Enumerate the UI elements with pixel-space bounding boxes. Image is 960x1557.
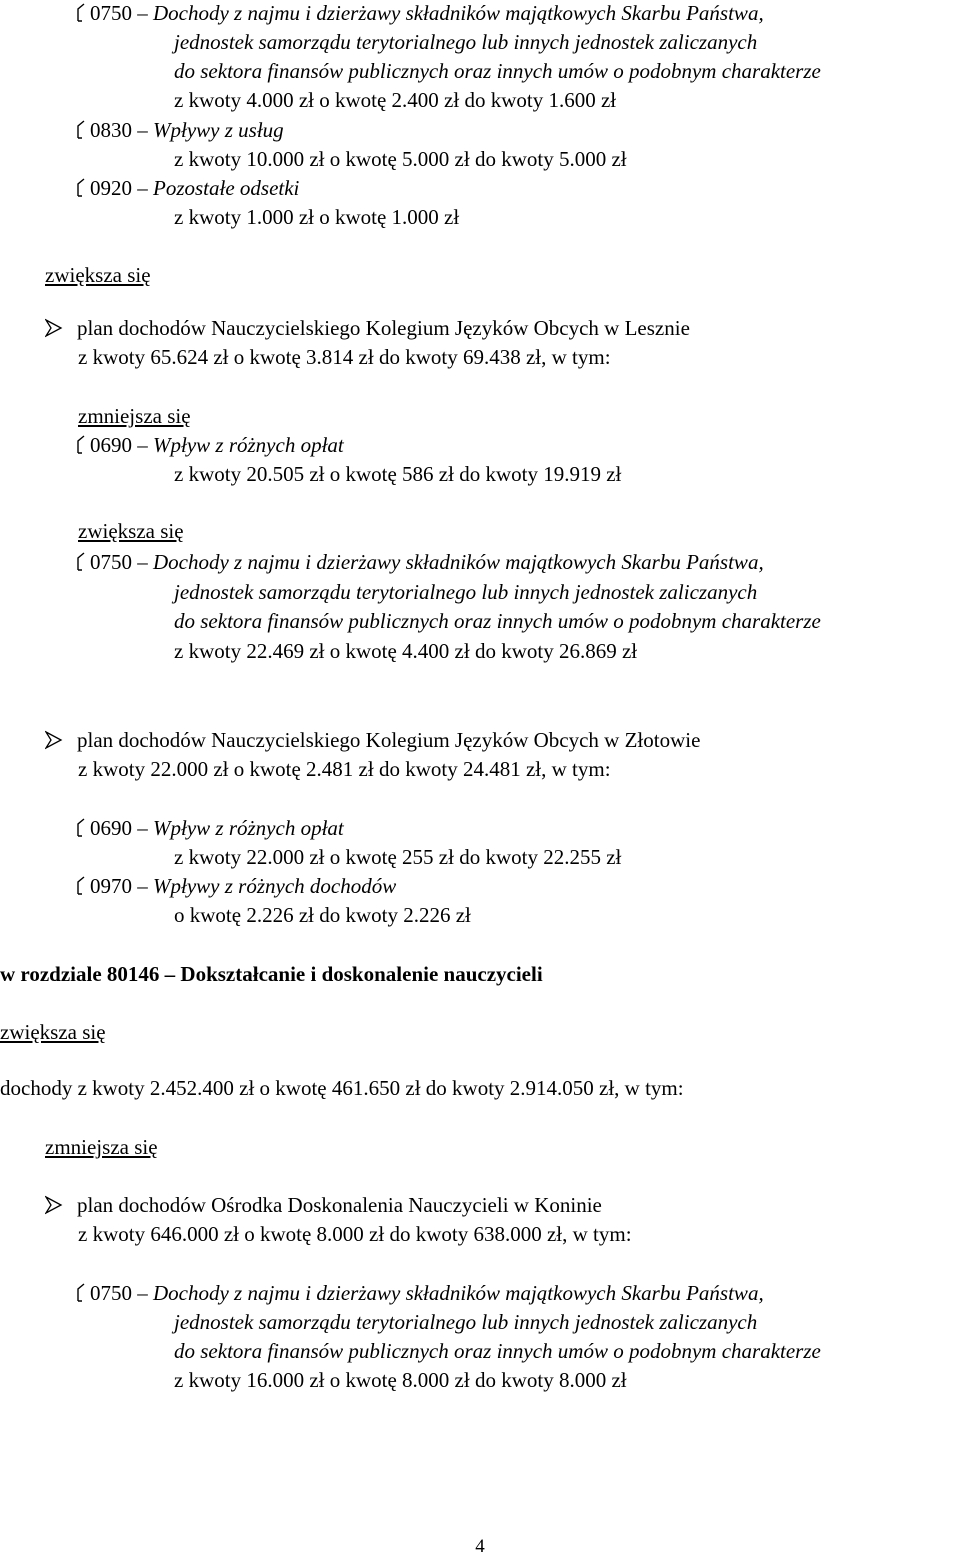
entry-amount: z kwoty 16.000 zł o kwotę 8.000 zł do kwoty 8.000 zł (174, 1368, 627, 1392)
entry-amount: z kwoty 22.000 zł o kwotę 255 zł do kwoty 22.255 zł (174, 845, 622, 869)
plan-title: plan dochodów Ośrodka Doskonalenia Nauczycieli w Koninie (77, 1193, 602, 1217)
entry-name-cont: do sektora finansów publicznych oraz innych umów o podobnym charakterze (174, 609, 821, 633)
arrowhead-bullet-icon (45, 1195, 63, 1215)
heading-increase: zwiększa się (0, 1020, 106, 1044)
entry-name-cont: jednostek samorządu terytorialnego lub innych jednostek zaliczanych (174, 30, 758, 54)
entry-code: 0970 (90, 874, 132, 898)
entry-dash: – (137, 176, 148, 200)
entry-code: 0830 (90, 118, 132, 142)
entry-name: Wpływy z różnych dochodów (153, 874, 397, 898)
entry-name-cont: do sektora finansów publicznych oraz innych umów o podobnym charakterze (174, 59, 821, 83)
entry-amount: z kwoty 10.000 zł o kwotę 5.000 zł do kwoty 5.000 zł (174, 147, 627, 171)
plan-amount: z kwoty 22.000 zł o kwotę 2.481 zł do kwoty 24.481 zł, w tym: (78, 757, 611, 781)
entry-line (76, 815, 344, 841)
entry-name: Dochody z najmu i dzierżawy składników majątkowych Skarbu Państwa, (153, 550, 764, 574)
plan-line (45, 315, 690, 341)
plan-amount: z kwoty 65.624 zł o kwotę 3.814 zł do kwoty 69.438 zł, w tym: (78, 345, 611, 369)
entry-line (76, 432, 344, 458)
entry-name: Wpływ z różnych opłat (153, 433, 344, 457)
entry-name: Dochody z najmu i dzierżawy składników majątkowych Skarbu Państwa, (153, 1, 764, 25)
entry-amount: o kwotę 2.226 zł do kwoty 2.226 zł (174, 903, 471, 927)
entry-dash: – (137, 433, 148, 457)
entry-line (76, 0, 764, 26)
heading-increase: zwiększa się (78, 519, 184, 543)
entry-amount: z kwoty 20.505 zł o kwotę 586 zł do kwoty 19.919 zł (174, 462, 622, 486)
entry-dash: – (137, 1, 148, 25)
entry-line (76, 873, 396, 899)
plan-line (45, 727, 700, 753)
entry-name: Wpływy z usług (153, 118, 284, 142)
entry-dash: – (137, 550, 148, 574)
entry-code: 0690 (90, 816, 132, 840)
check-mark-icon (76, 1283, 86, 1303)
heading-decrease: zmniejsza się (78, 404, 191, 428)
check-mark-icon (76, 178, 86, 198)
check-mark-icon (76, 3, 86, 23)
plan-title: plan dochodów Nauczycielskiego Kolegium Języków Obcych w Złotowie (77, 728, 701, 752)
plan-line (45, 1192, 602, 1218)
check-mark-icon (76, 876, 86, 896)
entry-amount: z kwoty 4.000 zł o kwotę 2.400 zł do kwoty 1.600 zł (174, 88, 617, 112)
entry-code: 0750 (90, 550, 132, 574)
check-mark-icon (76, 435, 86, 455)
entry-line (76, 175, 299, 201)
entry-line (76, 549, 764, 575)
entry-name-cont: do sektora finansów publicznych oraz innych umów o podobnym charakterze (174, 1339, 821, 1363)
plan-amount: z kwoty 646.000 zł o kwotę 8.000 zł do kwoty 638.000 zł, w tym: (78, 1222, 632, 1246)
entry-line (76, 1280, 764, 1306)
entry-line (76, 117, 284, 143)
entry-code: 0750 (90, 1, 132, 25)
entry-code: 0750 (90, 1281, 132, 1305)
heading-decrease: zmniejsza się (45, 1135, 158, 1159)
section-heading: w rozdziale 80146 – Dokształcanie i doskonalenie nauczycieli (0, 962, 543, 986)
entry-dash: – (137, 816, 148, 840)
entry-name: Wpływ z różnych opłat (153, 816, 344, 840)
check-mark-icon (76, 552, 86, 572)
arrowhead-bullet-icon (45, 318, 63, 338)
plan-title: plan dochodów Nauczycielskiego Kolegium Języków Obcych w Lesznie (77, 316, 690, 340)
entry-name: Dochody z najmu i dzierżawy składników majątkowych Skarbu Państwa, (153, 1281, 764, 1305)
total-amount: dochody z kwoty 2.452.400 zł o kwotę 461.650 zł do kwoty 2.914.050 zł, w tym: (0, 1076, 684, 1100)
entry-dash: – (137, 874, 148, 898)
arrowhead-bullet-icon (45, 730, 63, 750)
entry-dash: – (137, 1281, 148, 1305)
heading-increase: zwiększa się (45, 263, 151, 287)
check-mark-icon (76, 818, 86, 838)
entry-name-cont: jednostek samorządu terytorialnego lub innych jednostek zaliczanych (174, 1310, 758, 1334)
entry-dash: – (137, 118, 148, 142)
entry-amount: z kwoty 1.000 zł o kwotę 1.000 zł (174, 205, 460, 229)
check-mark-icon (76, 120, 86, 140)
page-number: 4 (475, 1536, 485, 1557)
entry-name: Pozostałe odsetki (153, 176, 300, 200)
entry-amount: z kwoty 22.469 zł o kwotę 4.400 zł do kwoty 26.869 zł (174, 639, 638, 663)
entry-code: 0920 (90, 176, 132, 200)
entry-code: 0690 (90, 433, 132, 457)
entry-name-cont: jednostek samorządu terytorialnego lub innych jednostek zaliczanych (174, 580, 758, 604)
